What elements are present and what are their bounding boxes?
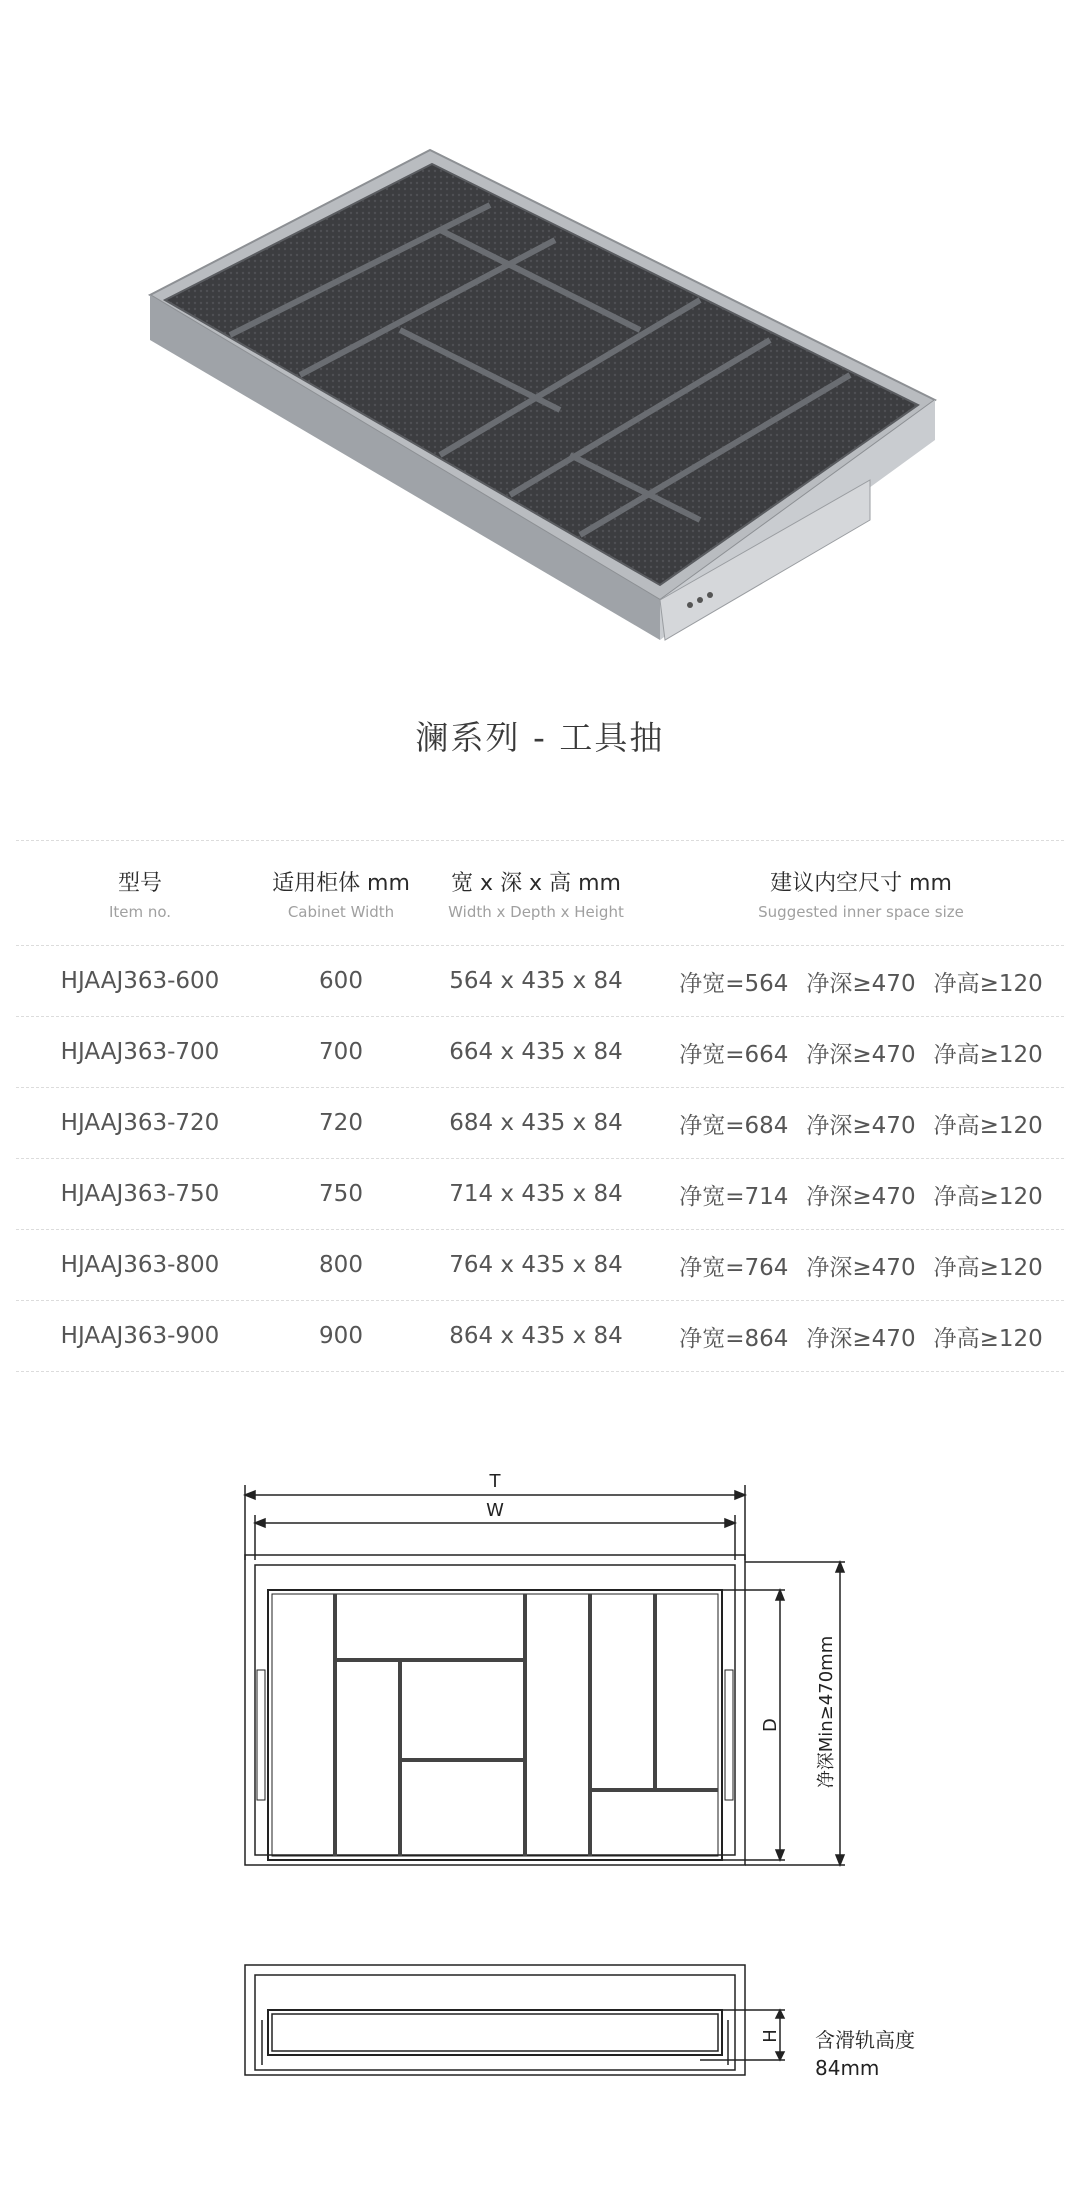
net-width: 净宽=714 xyxy=(679,1183,789,1210)
header-cell xyxy=(396,841,676,945)
header-main: 型号 xyxy=(117,870,162,896)
header-sub: Item no. xyxy=(108,902,172,921)
dim-label-d: D xyxy=(760,1718,781,1732)
table-header-row xyxy=(16,840,1064,946)
header-cell xyxy=(656,841,1066,945)
net-width: 净宽=564 xyxy=(679,970,789,997)
size-cell: 664 x 435 x 84 xyxy=(449,1039,623,1065)
side-view-diagram xyxy=(0,1955,1080,2115)
size-cell: 764 x 435 x 84 xyxy=(449,1252,623,1278)
rail-height-note-line1: 含滑轨高度 xyxy=(815,2028,915,2052)
net-depth: 净深≥470 xyxy=(806,1183,916,1210)
rail-height-note xyxy=(815,2026,915,2082)
size-cell: 564 x 435 x 84 xyxy=(449,968,623,994)
size-cell: 684 x 435 x 84 xyxy=(449,1110,623,1136)
inner-space-cell xyxy=(679,1249,1043,1282)
dim-label-min-depth: 净深Min≥470mm xyxy=(816,1635,837,1789)
dim-label-w: W xyxy=(486,1500,504,1521)
model-cell: HJAAJ363-600 xyxy=(60,968,220,994)
page-title: 澜系列 - 工具抽 xyxy=(415,718,665,757)
table-row xyxy=(16,1088,1064,1159)
dim-label-t: T xyxy=(489,1471,501,1492)
header-main: 适用柜体 mm xyxy=(272,870,410,896)
header-sub: Cabinet Width xyxy=(287,902,395,921)
cabinet-cell: 750 xyxy=(319,1181,363,1207)
table-row xyxy=(16,1159,1064,1230)
header-sub: Suggested inner space size xyxy=(758,902,964,921)
size-cell: 714 x 435 x 84 xyxy=(449,1181,623,1207)
net-height: 净高≥120 xyxy=(933,1183,1043,1210)
cabinet-cell: 720 xyxy=(319,1110,363,1136)
header-main: 宽 x 深 x 高 mm xyxy=(451,870,621,896)
cabinet-cell: 700 xyxy=(319,1039,363,1065)
net-height: 净高≥120 xyxy=(933,1254,1043,1281)
product-photo xyxy=(0,0,1080,690)
net-depth: 净深≥470 xyxy=(806,1041,916,1068)
net-depth: 净深≥470 xyxy=(806,1112,916,1139)
dim-label-h: H xyxy=(760,2029,781,2043)
model-cell: HJAAJ363-720 xyxy=(60,1110,220,1136)
net-height: 净高≥120 xyxy=(933,1325,1043,1352)
inner-space-cell xyxy=(679,1107,1043,1140)
rail-height-note-line2: 84mm xyxy=(815,2056,880,2080)
net-depth: 净深≥470 xyxy=(806,1325,916,1352)
size-cell: 864 x 435 x 84 xyxy=(449,1323,623,1349)
table-row xyxy=(16,1301,1064,1372)
model-cell: HJAAJ363-700 xyxy=(60,1039,220,1065)
net-height: 净高≥120 xyxy=(933,1112,1043,1139)
model-cell: HJAAJ363-800 xyxy=(60,1252,220,1278)
net-width: 净宽=684 xyxy=(679,1112,789,1139)
net-width: 净宽=764 xyxy=(679,1254,789,1281)
inner-space-cell xyxy=(679,1036,1043,1069)
net-height: 净高≥120 xyxy=(933,1041,1043,1068)
cabinet-cell: 600 xyxy=(319,968,363,994)
net-width: 净宽=864 xyxy=(679,1325,789,1352)
net-height: 净高≥120 xyxy=(933,970,1043,997)
model-cell: HJAAJ363-750 xyxy=(60,1181,220,1207)
inner-space-cell xyxy=(679,1320,1043,1353)
table-row xyxy=(16,1230,1064,1301)
table-row xyxy=(16,1017,1064,1088)
net-width: 净宽=664 xyxy=(679,1041,789,1068)
net-depth: 净深≥470 xyxy=(806,1254,916,1281)
inner-space-cell xyxy=(679,1178,1043,1211)
inner-space-cell xyxy=(679,965,1043,998)
model-cell: HJAAJ363-900 xyxy=(60,1323,220,1349)
top-view-diagram xyxy=(0,1390,1080,1910)
cabinet-cell: 800 xyxy=(319,1252,363,1278)
header-main: 建议内空尺寸 mm xyxy=(770,870,952,896)
spec-table xyxy=(16,840,1064,1372)
table-row xyxy=(16,946,1064,1017)
net-depth: 净深≥470 xyxy=(806,970,916,997)
header-sub: Width x Depth x Height xyxy=(448,902,624,921)
cabinet-cell: 900 xyxy=(319,1323,363,1349)
